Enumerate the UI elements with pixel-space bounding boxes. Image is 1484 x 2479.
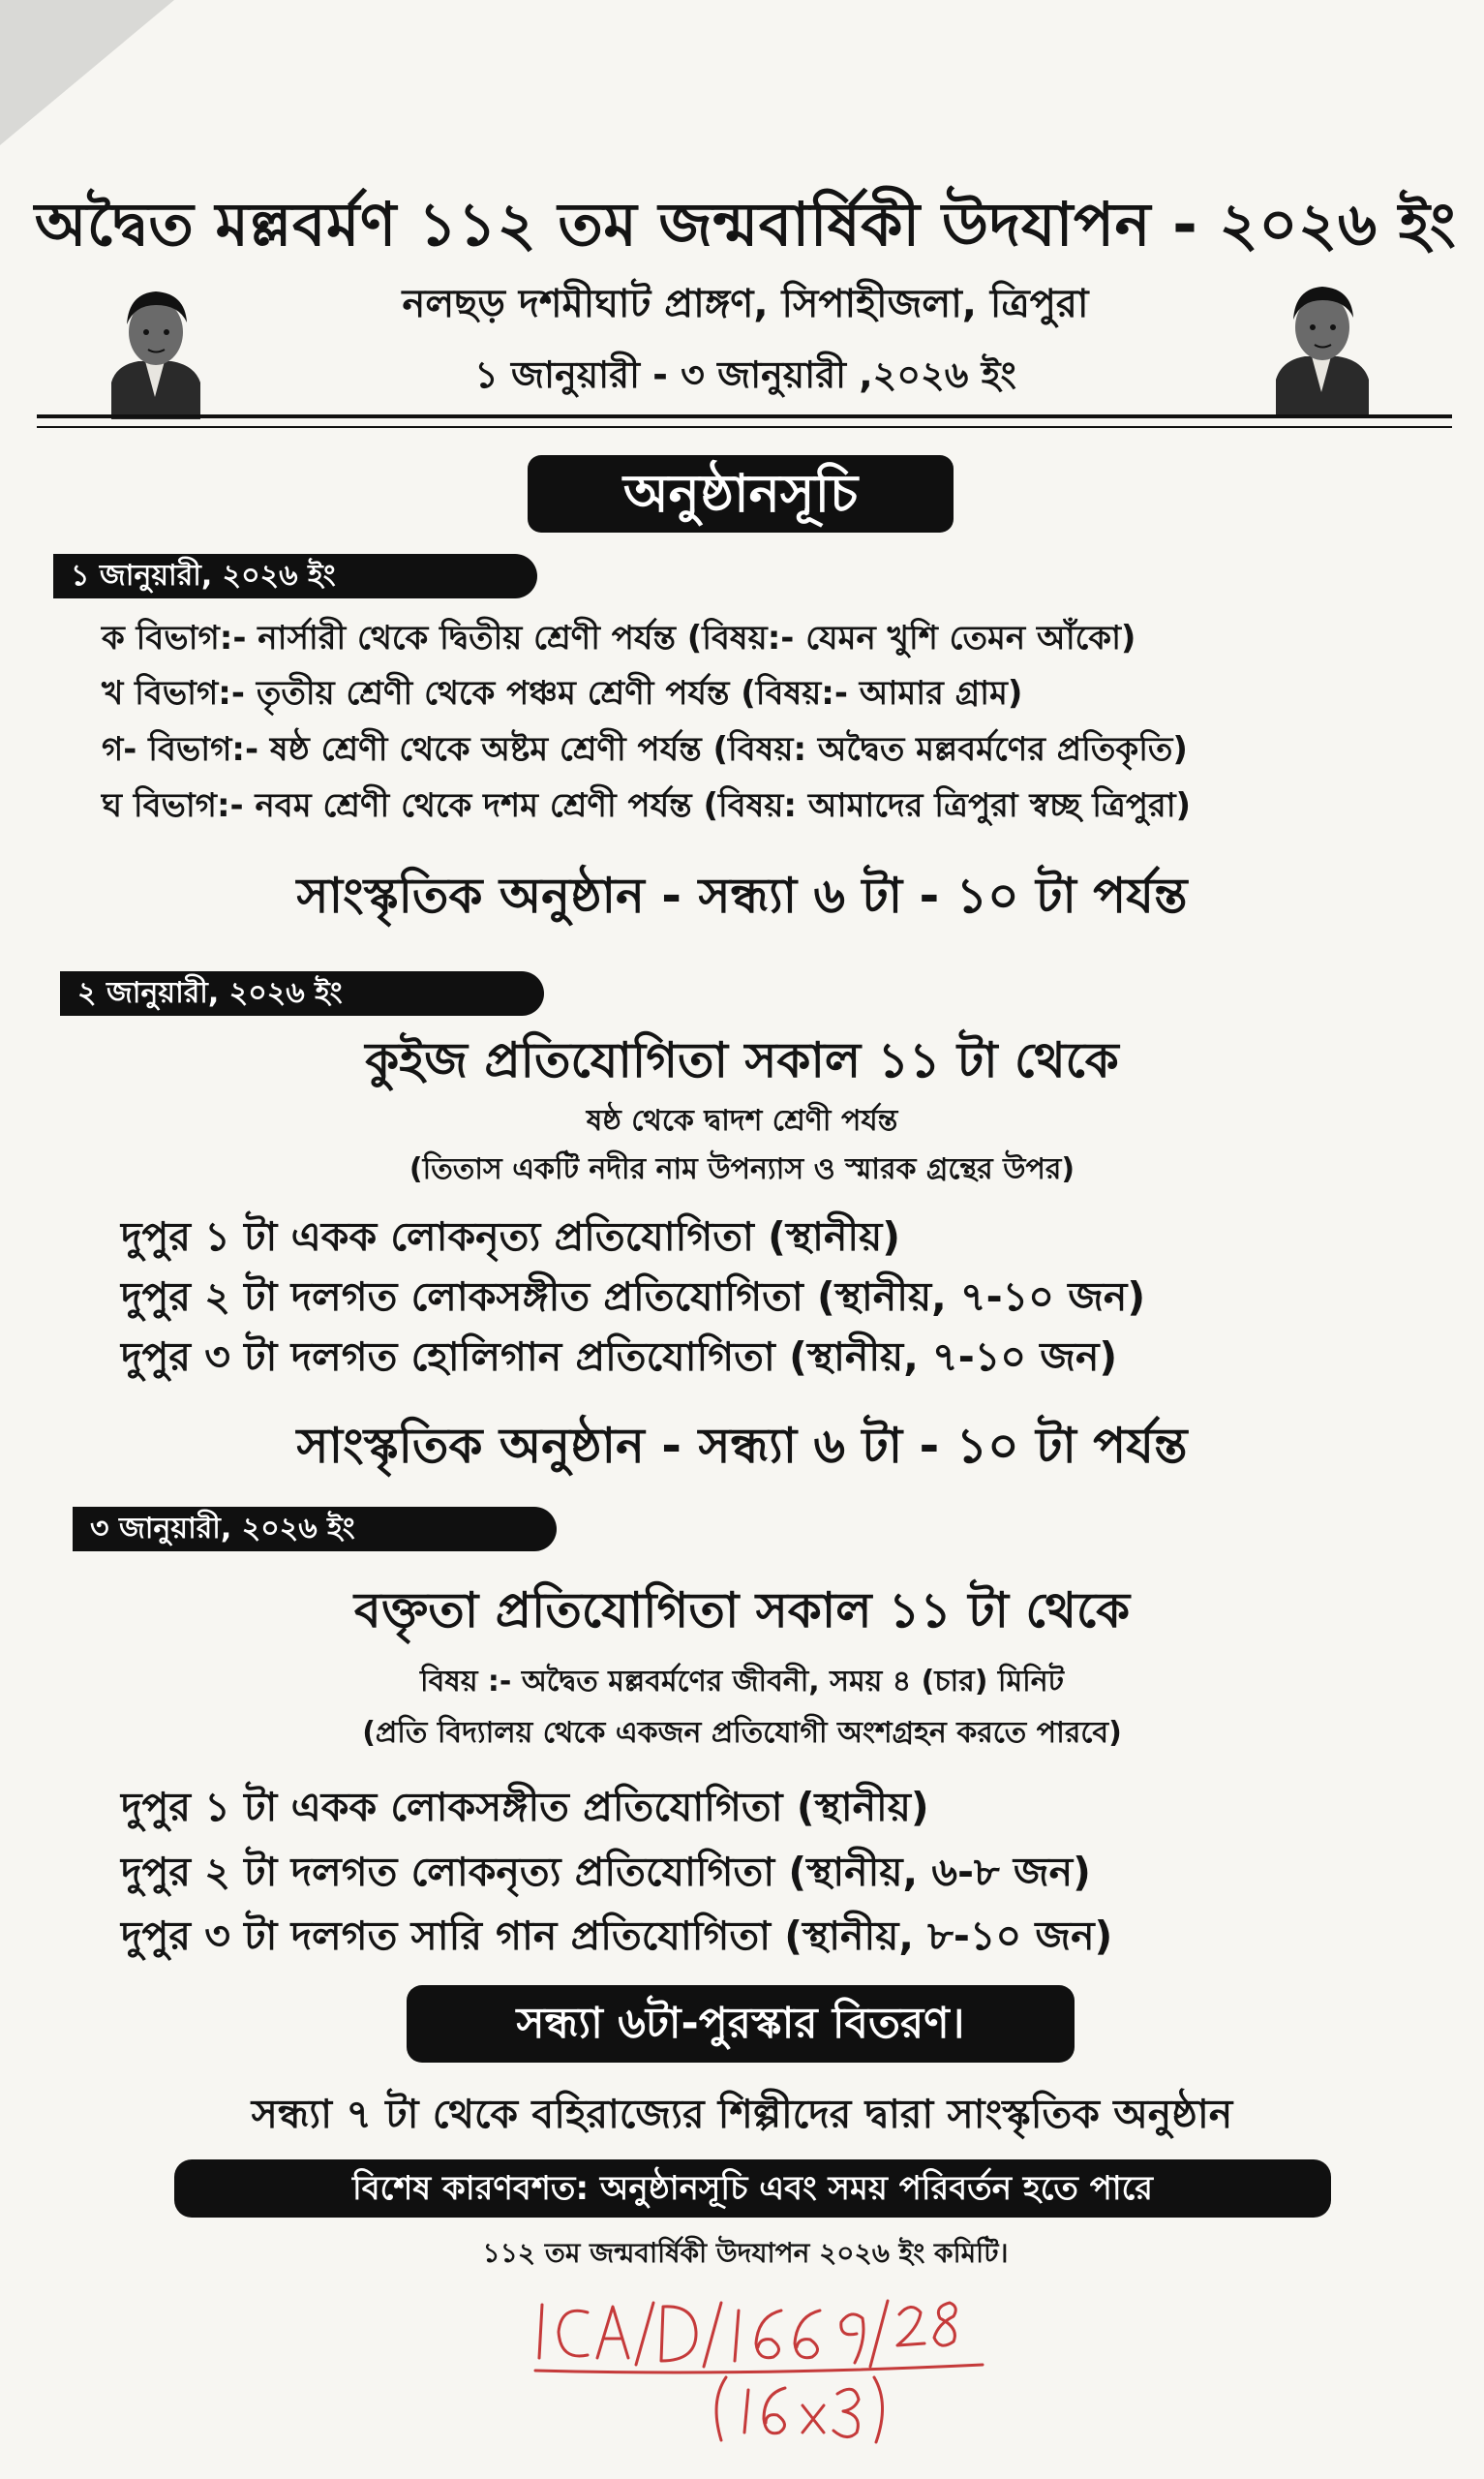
- day3-sub2: (প্রতি বিদ্যালয় থেকে একজন প্রতিযোগী অংশগ্রহন করতে পারবে): [362, 1716, 1122, 1750]
- prize-distribution: সন্ধ্যা ৬টা-পুরস্কার বিতরণ।: [407, 1985, 1075, 2063]
- day2-event-2: দুপুর ২ টা দলগত লোকসঙ্গীত প্রতিযোগিতা (স্থানীয়, ৭-১০ জন): [121, 1273, 1146, 1320]
- day3-headline: বক্তৃতা প্রতিযোগিতা সকাল ১১ টা থেকে: [353, 1582, 1131, 1638]
- page-fold: [0, 0, 174, 145]
- day1-cultural: সাংস্কৃতিক অনুষ্ঠান - সন্ধ্যা ৬ টা - ১০ টা পর্যন্ত: [296, 868, 1188, 924]
- day2-headline: কুইজ প্রতিযোগিতা সকাল ১১ টা থেকে: [365, 1032, 1119, 1088]
- day2-cultural: সাংস্কৃতিক অনুষ্ঠান - সন্ধ্যা ৬ টা - ১০ টা পর্যন্ত: [296, 1418, 1188, 1474]
- day3-event-3: দুপুর ৩ টা দলগত সারি গান প্রতিযোগিতা (স্থানীয়, ৮-১০ জন): [121, 1913, 1113, 1959]
- day2-event-3: দুপুর ৩ টা দলগত হোলিগান প্রতিযোগিতা (স্থানীয়, ৭-১০ জন): [121, 1333, 1118, 1380]
- day2-label: ২ জানুয়ারী, ২০২৬ ইং: [60, 971, 544, 1016]
- date-range: ১ জানুয়ারী - ৩ জানুয়ারী ,২০২৬ ইং: [474, 353, 1016, 396]
- portrait-left-icon: [92, 276, 218, 421]
- day3-event-1: দুপুর ১ টা একক লোকসঙ্গীত প্রতিযোগিতা (স্থানীয়): [121, 1784, 929, 1830]
- change-notice: বিশেষ কারণবশত: অনুষ্ঠানসূচি এবং সময় পরিবর্তন হতে পারে: [174, 2159, 1331, 2218]
- committee-signature: ১১২ তম জন্মবার্ষিকী উদযাপন ২০২৬ ইং কমিটি।: [482, 2237, 1009, 2269]
- day3-label: ৩ জানুয়ারী, ২০২৬ ইং: [73, 1507, 557, 1551]
- day2-sub1: ষষ্ঠ থেকে দ্বাদশ শ্রেণী পর্যন্ত: [586, 1104, 898, 1138]
- day1-line-1: ক বিভাগ:- নার্সারী থেকে দ্বিতীয় শ্রেণী পর্যন্ত (বিষয়:- যেমন খুশি তেমন আঁকো): [102, 619, 1136, 658]
- day2-sub2: (তিতাস একটি নদীর নাম উপন্যাস ও স্মারক গ্রন্থের উপর): [409, 1152, 1075, 1186]
- schedule-title: অনুষ্ঠানসূচি: [528, 455, 954, 533]
- handwritten-reference-note: [528, 2285, 1070, 2450]
- day1-line-2: খ বিভাগ:- তৃতীয় শ্রেণী থেকে পঞ্চম শ্রেণী পর্যন্ত (বিষয়:- আমার গ্রাম): [102, 674, 1023, 713]
- header-divider-thin: [37, 426, 1452, 428]
- portrait-right-icon: [1258, 271, 1384, 416]
- day3-sub1: বিষয় :- অদ্বৈত মল্লবর্মণের জীবনী, সময় ৪ (চার) মিনিট: [420, 1665, 1064, 1699]
- day2-event-1: দুপুর ১ টা একক লোকনৃত্য প্রতিযোগিতা (স্থানীয়): [121, 1213, 901, 1260]
- day1-label: ১ জানুয়ারী, ২০২৬ ইং: [53, 554, 537, 598]
- venue-line: নলছড় দশমীঘাট প্রাঙ্গণ, সিপাহীজলা, ত্রিপুরা: [402, 282, 1089, 326]
- day1-line-4: ঘ বিভাগ:- নবম শ্রেণী থেকে দশম শ্রেণী পর্যন্ত (বিষয়: আমাদের ত্রিপুরা স্বচ্ছ ত্রিপুরা): [102, 786, 1192, 825]
- poster-title: অদ্বৈত মল্লবর্মণ ১১২ তম জন্মবার্ষিকী উদযাপন - ২০২৬ ইং: [34, 189, 1457, 260]
- day3-event-2: দুপুর ২ টা দলগত লোকনৃত্য প্রতিযোগিতা (স্থানীয়, ৬-৮ জন): [121, 1849, 1091, 1895]
- evening-program: সন্ধ্যা ৭ টা থেকে বহিরাজ্যের শিল্পীদের দ্বারা সাংস্কৃতিক অনুষ্ঠান: [251, 2091, 1233, 2137]
- header-divider: [37, 414, 1452, 418]
- day1-line-3: গ- বিভাগ:- ষষ্ঠ শ্রেণী থেকে অষ্টম শ্রেণী পর্যন্ত (বিষয়: অদ্বৈত মল্লবর্মণের প্রতিকৃতি): [102, 730, 1188, 769]
